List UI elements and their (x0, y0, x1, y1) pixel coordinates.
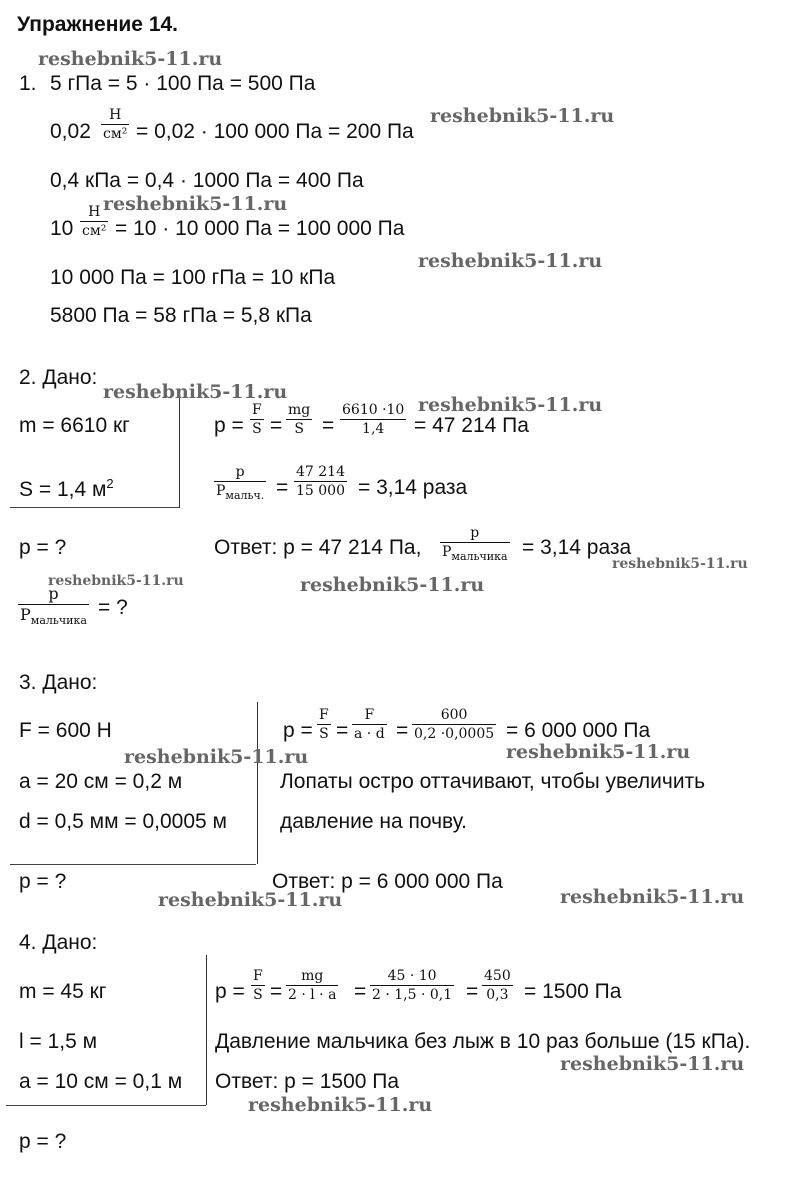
ex3-solution-p: p = (283, 719, 313, 742)
ex2-find-p: p = ? (19, 536, 67, 559)
ex4-solution-p: p = (215, 980, 245, 1003)
ex4-fraction-numeric: 45 · 10 2 · 1,5 · 0,1 (372, 968, 453, 1003)
ex1-line-5: 10 000 Па = 100 гПа = 10 кПа (50, 266, 336, 289)
ex3-given-force: F = 600 Н (19, 719, 112, 742)
ex2-result-pressure: = 47 214 Па (414, 414, 529, 437)
ex1-line-1: 5 гПа = 5 · 100 Па = 500 Па (50, 72, 316, 95)
watermark: reshebnik5-11.ru (430, 105, 615, 127)
given-divider-horizontal (10, 864, 256, 865)
equals-sign: = (354, 980, 367, 1003)
ex2-ratio-numeric: 47 214 15 000 (296, 464, 345, 499)
equals-sign: = (270, 980, 283, 1003)
ex4-given-length: l = 1,5 м (19, 1030, 98, 1053)
page-title: Упражнение 14. (17, 13, 179, 36)
watermark: reshebnik5-11.ru (248, 1094, 433, 1116)
fraction-numerator: Н (88, 204, 101, 220)
ex1-line-4-prefix: 10 (50, 217, 74, 240)
ex4-explanation: Давление мальчика без лыж в 10 раз больше (15 кПа). (215, 1030, 751, 1053)
watermark: reshebnik5-11.ru (103, 193, 288, 215)
fraction-numerator: Н (109, 107, 122, 123)
watermark: reshebnik5-11.ru (300, 574, 485, 596)
ex2-fraction-f-over-s: F S (252, 402, 262, 437)
watermark: reshebnik5-11.ru (506, 741, 691, 763)
ex2-given-mass: m = 6610 кг (19, 414, 130, 437)
given-divider-vertical (179, 395, 180, 507)
ex3-fraction-f-over-ad: F a · d (354, 707, 385, 742)
watermark: reshebnik5-11.ru (38, 48, 223, 70)
fraction-denominator: см² (82, 223, 107, 239)
ex2-given-heading: 2. Дано: (19, 366, 98, 389)
given-divider-vertical (257, 702, 258, 864)
fraction-denominator: см² (103, 126, 128, 142)
ex3-fraction-f-over-s: F S (319, 707, 329, 742)
ex1-line-2-fraction (101, 108, 129, 141)
ex1-line-2-rest: = 0,02 · 100 000 Па = 200 Па (136, 120, 414, 143)
ex1-line-6: 5800 Па = 58 гПа = 5,8 кПа (50, 304, 312, 327)
equals-sign: = (322, 414, 335, 437)
watermark: reshebnik5-11.ru (48, 573, 184, 589)
ex4-answer: Ответ: p = 1500 Па (215, 1070, 400, 1093)
ex1-line-4-rest: = 10 · 10 000 Па = 100 000 Па (115, 217, 405, 240)
ex4-fraction-simplified: 450 0,3 (484, 968, 511, 1003)
given-divider-horizontal (10, 507, 180, 508)
watermark: reshebnik5-11.ru (124, 746, 309, 768)
equals-sign: = (276, 476, 289, 499)
equals-sign: = (396, 719, 409, 742)
equals-sign: = (466, 980, 479, 1003)
watermark: reshebnik5-11.ru (418, 250, 603, 272)
ex3-explanation-1: Лопаты остро оттачивают, чтобы увеличить (280, 770, 706, 793)
ex2-fraction-numeric: 6610 ·10 1,4 (342, 402, 405, 437)
equals-sign: = (270, 414, 283, 437)
ex2-answer-ratio: = 3,14 раза (522, 536, 632, 559)
ex2-fraction-mg-over-s: mg S (288, 402, 311, 437)
ex3-find-p: p = ? (19, 870, 67, 893)
ex1-line-3: 0,4 кПа = 0,4 · 1000 Па = 400 Па (50, 169, 364, 192)
ex4-fraction-mg-over-2la: mg 2 · l · a (288, 968, 337, 1003)
ex4-given-mass: m = 45 кг (19, 980, 107, 1003)
ex3-answer: Ответ: p = 6 000 000 Па (272, 870, 503, 893)
ex3-given-width: a = 20 см = 0,2 м (19, 770, 183, 793)
ex3-explanation-2: давление на почву. (280, 810, 467, 833)
ex2-ratio-fraction: p $P_{мальч.}$ (216, 464, 265, 502)
watermark: reshebnik5-11.ru (418, 394, 603, 416)
ex2-ratio-result: = 3,14 раза (358, 476, 468, 499)
given-divider-vertical (206, 955, 207, 1105)
ex2-given-area: S = 1,4 $м^2$ (19, 476, 114, 501)
ex4-given-width: a = 10 см = 0,1 м (19, 1070, 183, 1093)
watermark: reshebnik5-11.ru (560, 1053, 745, 1075)
ex4-given-heading: 4. Дано: (19, 931, 98, 954)
ex1-line-2-prefix: 0,02 (50, 120, 91, 143)
ex2-find-ratio: p $P_{мальчика}$ (20, 584, 87, 628)
watermark: reshebnik5-11.ru (158, 889, 343, 911)
ex3-given-thickness: d = 0,5 мм = 0,0005 м (19, 810, 227, 833)
watermark: reshebnik5-11.ru (103, 381, 288, 403)
ex4-result-pressure: = 1500 Па (524, 980, 622, 1003)
ex3-fraction-numeric: 600 0,2 ·0,0005 (414, 707, 495, 742)
ex2-answer: Ответ: p = 47 214 Па, (214, 536, 422, 559)
watermark: reshebnik5-11.ru (560, 886, 745, 908)
ex2-find-ratio-equals: = ? (98, 596, 128, 619)
ex2-solution-p: p = (214, 414, 244, 437)
ex1-number: 1. (19, 72, 37, 95)
ex3-result-pressure: = 6 000 000 Па (506, 719, 651, 742)
given-divider-horizontal (6, 1105, 206, 1106)
ex2-answer-fraction: p $P_{мальчика}$ (442, 525, 508, 563)
ex3-given-heading: 3. Дано: (19, 671, 98, 694)
ex4-fraction-f-over-s: F S (253, 968, 263, 1003)
equals-sign: = (336, 719, 349, 742)
ex4-find-p: p = ? (19, 1130, 67, 1153)
watermark: reshebnik5-11.ru (612, 556, 748, 572)
